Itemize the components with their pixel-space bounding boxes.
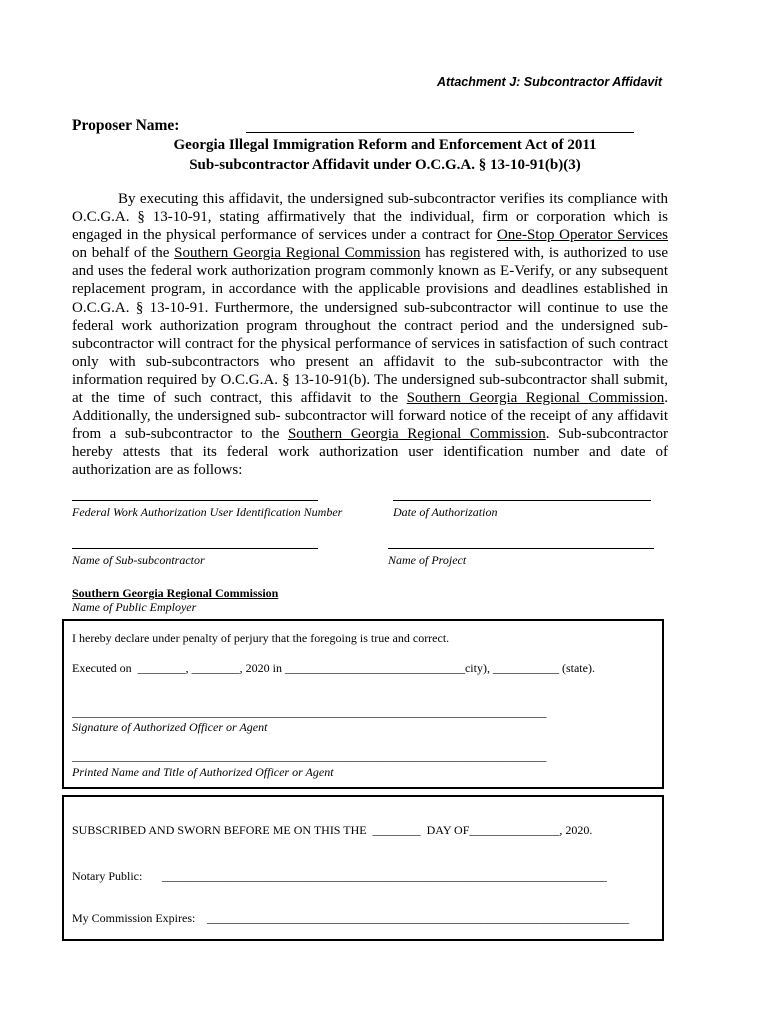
notary-public-label: Notary Public: xyxy=(72,869,143,883)
act-title: Georgia Illegal Immigration Reform and Enforcement Act of 2011 xyxy=(173,137,597,153)
commission-expires-label: My Commission Expires: xyxy=(72,911,196,925)
project-name-line[interactable] xyxy=(388,548,654,549)
commission-name-3: Southern Georgia Regional Commission xyxy=(287,426,546,443)
affidavit-body xyxy=(72,190,668,480)
public-employer-name: Southern Georgia Regional Commission xyxy=(72,586,279,600)
attachment-title: Attachment J: Subcontractor Affidavit xyxy=(436,75,662,89)
body-text-5: . Sub-subcontractor hereby attests that its federal work authorization user identification number and date of authorization are as follows: xyxy=(72,426,668,479)
commission-name-1: Southern Georgia Regional Commission xyxy=(174,245,421,262)
proposer-name-line[interactable] xyxy=(246,132,634,133)
executed-on-line[interactable]: Executed on ________, ________, 2020 in ______________________________city), ___________ (state). xyxy=(72,661,595,675)
date-authorization-line[interactable] xyxy=(393,500,651,501)
declaration-box xyxy=(62,619,664,789)
date-authorization-label: Date of Authorization xyxy=(393,505,498,519)
notary-public-line[interactable]: ______________________________________________________________________________ xyxy=(162,869,607,883)
project-name-label: Name of Project xyxy=(388,553,467,567)
body-text-2: on behalf of the xyxy=(72,245,175,262)
sworn-statement[interactable]: SUBSCRIBED AND SWORN BEFORE ME ON THIS THE ________ DAY OF_______________, 2020. xyxy=(72,823,593,837)
body-text-3: has registered with, is authorized to use and uses the federal work authorization program commonly known as E-Verify, or any subsequent replacement program, in accordance with the applicable provisions and deadlines established in O.C.G.A. § 13-10-91. Furthermore, the undersigned sub-subcontractor will continue to use the federal work authorization program throughout the contract period and the undersigned sub-subcontractor will contract for the physical performance of services in satisfaction of such contract only with sub-subcontractors who present an affidavit to the sub-subcontractor with the information required by O.C.G.A. § 13-10-91(b). The undersigned sub-subcontractor shall submit, at the time of such contract, this affidavit to the xyxy=(72,245,668,407)
commission-name-2: Southern Georgia Regional Commission xyxy=(406,390,665,407)
printed-name-line[interactable]: _______________________________________________________________________________________ xyxy=(72,751,547,763)
proposer-name-label: Proposer Name: xyxy=(72,117,180,134)
affidavit-title: Sub-subcontractor Affidavit under O.C.G.A. § 13-10-91(b)(3) xyxy=(189,157,581,173)
public-employer-label: Name of Public Employer xyxy=(72,600,197,614)
perjury-statement: I hereby declare under penalty of perjury that the foregoing is true and correct. xyxy=(72,631,450,645)
fwa-id-line[interactable] xyxy=(72,500,318,501)
body-text-1: By executing this affidavit, the undersigned sub-subcontractor verifies its compliance with O.C.G.A. § 13-10-91, stating affirmatively that the individual, firm or corporation which is engaged in the physical performance of services under a contract for xyxy=(72,191,668,244)
fwa-id-label: Federal Work Authorization User Identification Number xyxy=(72,505,343,519)
printed-name-label: Printed Name and Title of Authorized Officer or Agent xyxy=(72,765,334,779)
signature-line[interactable]: _______________________________________________________________________________________ xyxy=(72,707,547,719)
body-text-4: . Additionally, the undersigned sub- subcontractor will forward notice of the receipt of any affidavit from a sub-subcontractor to the xyxy=(72,390,668,443)
sub-name-line[interactable] xyxy=(72,548,318,549)
sub-name-label: Name of Sub-subcontractor xyxy=(72,553,205,567)
signature-label: Signature of Authorized Officer or Agent xyxy=(72,720,268,734)
service-name: One-Stop Operator Services xyxy=(496,227,668,244)
notary-box xyxy=(62,795,664,941)
commission-expires-line[interactable]: __________________________________________________________________________ xyxy=(207,911,629,925)
